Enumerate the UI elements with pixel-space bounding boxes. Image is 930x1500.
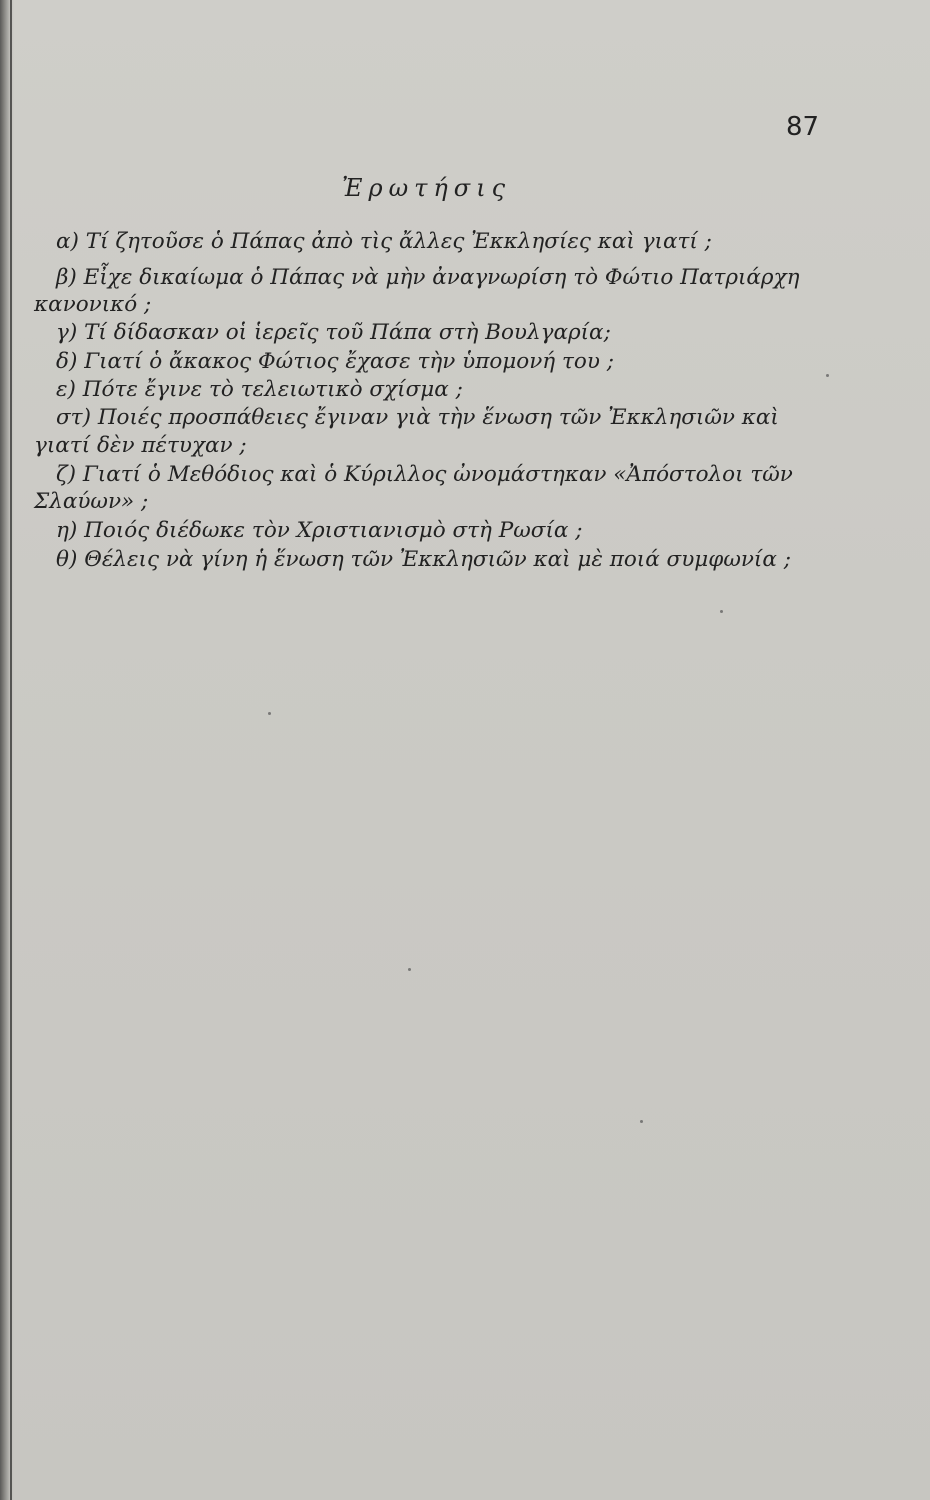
question-text: Πότε ἔγινε τὸ τελειωτικὸ σχίσμα ; (82, 377, 463, 402)
question-b (56, 264, 799, 292)
paper-speck (408, 968, 411, 971)
question-text: Ποιές προσπάθειες ἔγιναν γιὰ τὴν ἕνωση τῶν Ἐκκλησιῶν καὶ (97, 405, 779, 430)
page-number: 87 (786, 112, 820, 142)
question-label: θ) (56, 547, 78, 572)
question-text: Γιατί ὁ Μεθόδιος καὶ ὁ Κύριλλος ὠνομάστηκαν «Ἀπόστολοι τῶν (82, 462, 793, 487)
question-c (56, 319, 611, 347)
paper-speck (268, 712, 271, 715)
question-text: Εἶχε δικαίωμα ὁ Πάπας νὰ μὴν ἀναγνωρίση τὸ Φώτιο Πατριάρχη (83, 265, 800, 290)
question-text: Θέλεις νὰ γίνη ἡ ἕνωση τῶν Ἐκκλησιῶν καὶ μὲ ποιά συμφωνία ; (84, 547, 791, 572)
question-z-continuation: Σλαύων» ; (34, 489, 149, 514)
question-text: Ποιός διέδωκε τὸν Χριστιανισμὸ στὴ Ρωσία ; (84, 518, 583, 543)
question-e (56, 376, 463, 404)
question-st-continuation: γιατί δὲν πέτυχαν ; (34, 433, 247, 458)
question-label: γ) (56, 320, 78, 345)
question-label: ε) (56, 377, 76, 402)
question-label: η) (56, 518, 78, 543)
question-i (56, 517, 582, 545)
binding-edge (10, 0, 12, 1500)
question-th (56, 546, 791, 574)
paper-speck (720, 610, 723, 613)
question-label: στ) (56, 405, 91, 430)
question-label: α) (56, 229, 79, 254)
question-text: Γιατί ὁ ἄκακος Φώτιος ἔχασε τὴν ὑπομονή του ; (84, 349, 614, 374)
question-z (56, 461, 793, 489)
question-a (56, 228, 712, 256)
question-label: β) (56, 265, 77, 290)
question-text: Τί δίδασκαν οἱ ἱερεῖς τοῦ Πάπα στὴ Βουλγαρία; (84, 320, 611, 345)
question-b-continuation: κανονικό ; (34, 292, 152, 317)
paper-speck (640, 1120, 643, 1123)
question-d (56, 348, 614, 376)
question-label: ζ) (56, 462, 77, 487)
section-heading: Ἐρωτήσις (342, 174, 512, 202)
question-text: Τί ζητοῦσε ὁ Πάπας ἀπὸ τὶς ἄλλες Ἐκκλησίες καὶ γιατί ; (85, 229, 712, 254)
paper-speck (826, 374, 829, 377)
question-label: δ) (56, 349, 78, 374)
question-st (56, 404, 779, 432)
